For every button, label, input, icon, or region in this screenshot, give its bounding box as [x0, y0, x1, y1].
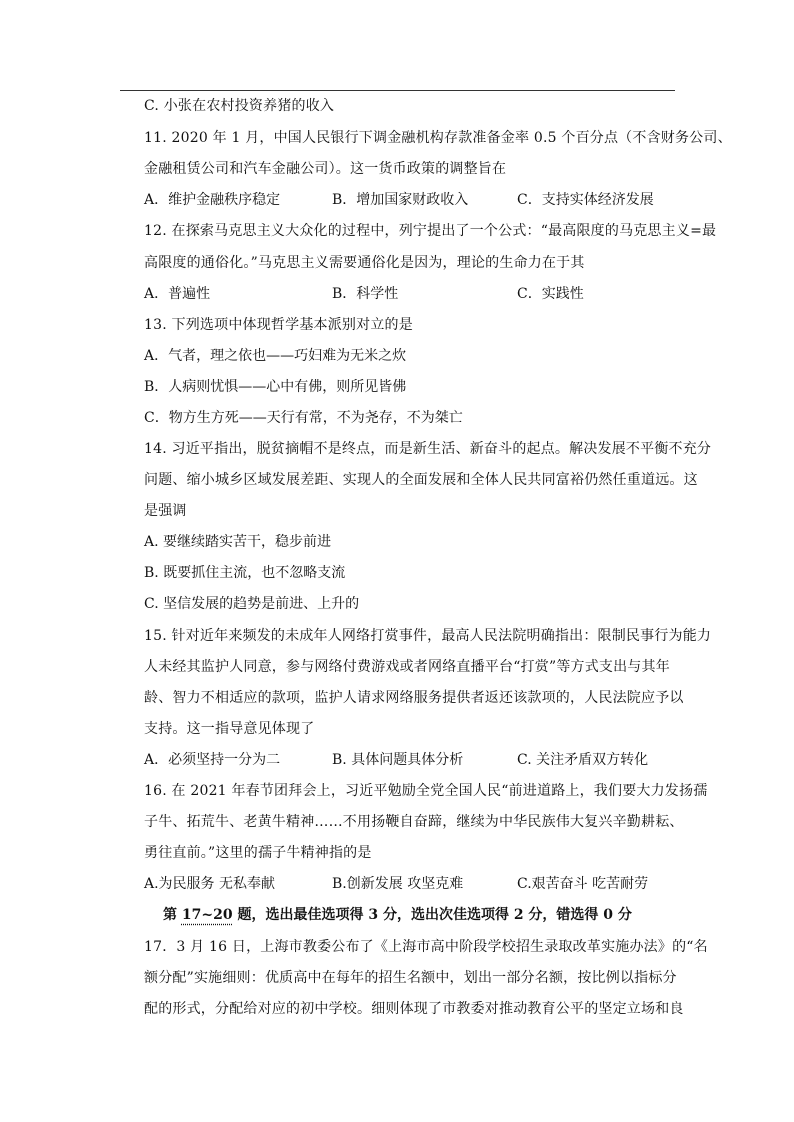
q13-stem-line-1: 13. 下列选项中体现哲学基本派别对立的是 — [144, 317, 413, 333]
q16-stem-line-3: 勇往直前。”这里的孺子牛精神指的是 — [144, 845, 372, 861]
section-header-rule-text: 题，选出最佳选项得 3 分，选出次佳选项得 2 分，错选得 0 分 — [232, 907, 632, 923]
q13-option-a: A．气者，理之依也——巧妇难为无米之炊 — [144, 348, 407, 364]
q12-option-b: B．科学性 — [332, 286, 399, 302]
q15-stem-line-1: 15. 针对近年来频发的未成年人网络打赏事件，最高人民法院明确指出：限制民事行为能力 — [144, 628, 712, 644]
q14-stem-line-3: 是强调 — [144, 503, 187, 519]
q11-option-c: C．支持实体经济发展 — [517, 192, 654, 208]
q17-stem-line-2: 额分配”实施细则：优质高中在每年的招生名额中，划出一部分名额，按比例以指标分 — [144, 970, 677, 986]
q17-stem-line-1: 17．3 月 16 日，上海市教委公布了《上海市高中阶段学校招生录取改革实施办法》的“名 — [144, 939, 708, 955]
q14-option-b: B. 既要抓住主流，也不忽略支流 — [144, 565, 346, 581]
q16-stem-line-1: 16. 在 2021 年春节团拜会上，习近平勉励全党全国人民“前进道路上，我们要大力发扬孺 — [144, 783, 708, 799]
q14-option-c: C. 坚信发展的趋势是前进、上升的 — [144, 596, 360, 612]
q15-option-b: B. 具体问题具体分析 — [332, 752, 464, 768]
q16-option-a: A.为民服务 无私奉献 — [144, 876, 276, 892]
q15-stem-line-2: 人未经其监护人同意，参与网络付费游戏或者网络直播平台“打赏”等方式支出与其年 — [144, 659, 670, 675]
q17-stem-line-3: 配的形式，分配给对应的初中学校。细则体现了市教委对推动教育公平的坚定立场和良 — [144, 1001, 684, 1017]
q15-stem-line-3: 龄、智力不相适应的款项，监护人请求网络服务提供者返还该款项的，人民法院应予以 — [144, 690, 684, 706]
q14-option-a: A. 要继续踏实苦干，稳步前进 — [144, 534, 332, 550]
q12-option-c: C．实践性 — [517, 286, 584, 302]
q16-stem-line-2: 子牛、拓荒牛、老黄牛精神……不用扬鞭自奋蹄，继续为中华民族伟大复兴辛勤耕耘、 — [144, 814, 684, 830]
q11-option-b: B．增加国家财政收入 — [332, 192, 469, 208]
q12-stem-line-1: 12. 在探索马克思主义大众化的过程中，列宁提出了一个公式：“最高限度的马克思主义=最 — [144, 223, 717, 239]
q14-stem-line-1: 14. 习近平指出，脱贫摘帽不是终点，而是新生活、新奋斗的起点。解决发展不平衡不充分 — [144, 441, 712, 457]
section-header-prefix: 第 — [163, 907, 182, 923]
q15-option-c: C. 关注矛盾双方转化 — [517, 752, 649, 768]
prev-question-option-c: C. 小张在农村投资养猪的收入 — [144, 98, 335, 114]
q12-option-a: A．普遍性 — [144, 286, 211, 302]
q11-option-a: A．维护金融秩序稳定 — [144, 192, 281, 208]
q13-option-b: B．人病则忧惧——心中有佛，则所见皆佛 — [144, 379, 407, 395]
q11-stem-line-1: 11. 2020 年 1 月，中国人民银行下调金融机构存款准备金率 0.5 个百分点（不含财务公司、 — [144, 130, 732, 146]
header-rule — [120, 90, 675, 91]
q11-stem-line-2: 金融租赁公司和汽车金融公司）。这一货币政策的调整旨在 — [144, 161, 507, 177]
q13-option-c: C．物方生方死——天行有常，不为尧存，不为桀亡 — [144, 410, 463, 426]
section-header — [163, 905, 632, 925]
section-header-range: 17~20 — [181, 907, 233, 923]
q16-option-c: C.艰苦奋斗 吃苦耐劳 — [517, 876, 649, 892]
q14-stem-line-2: 问题、缩小城乡区域发展差距、实现人的全面发展和全体人民共同富裕仍然任重道远。这 — [144, 472, 698, 488]
q16-option-b: B.创新发展 攻坚克难 — [332, 876, 464, 892]
q15-stem-line-4: 支持。这一指导意见体现了 — [144, 721, 315, 737]
q12-stem-line-2: 高限度的通俗化。”马克思主义需要通俗化是因为，理论的生命力在于其 — [144, 255, 585, 271]
q15-option-a: A．必须坚持一分为二 — [144, 752, 281, 768]
